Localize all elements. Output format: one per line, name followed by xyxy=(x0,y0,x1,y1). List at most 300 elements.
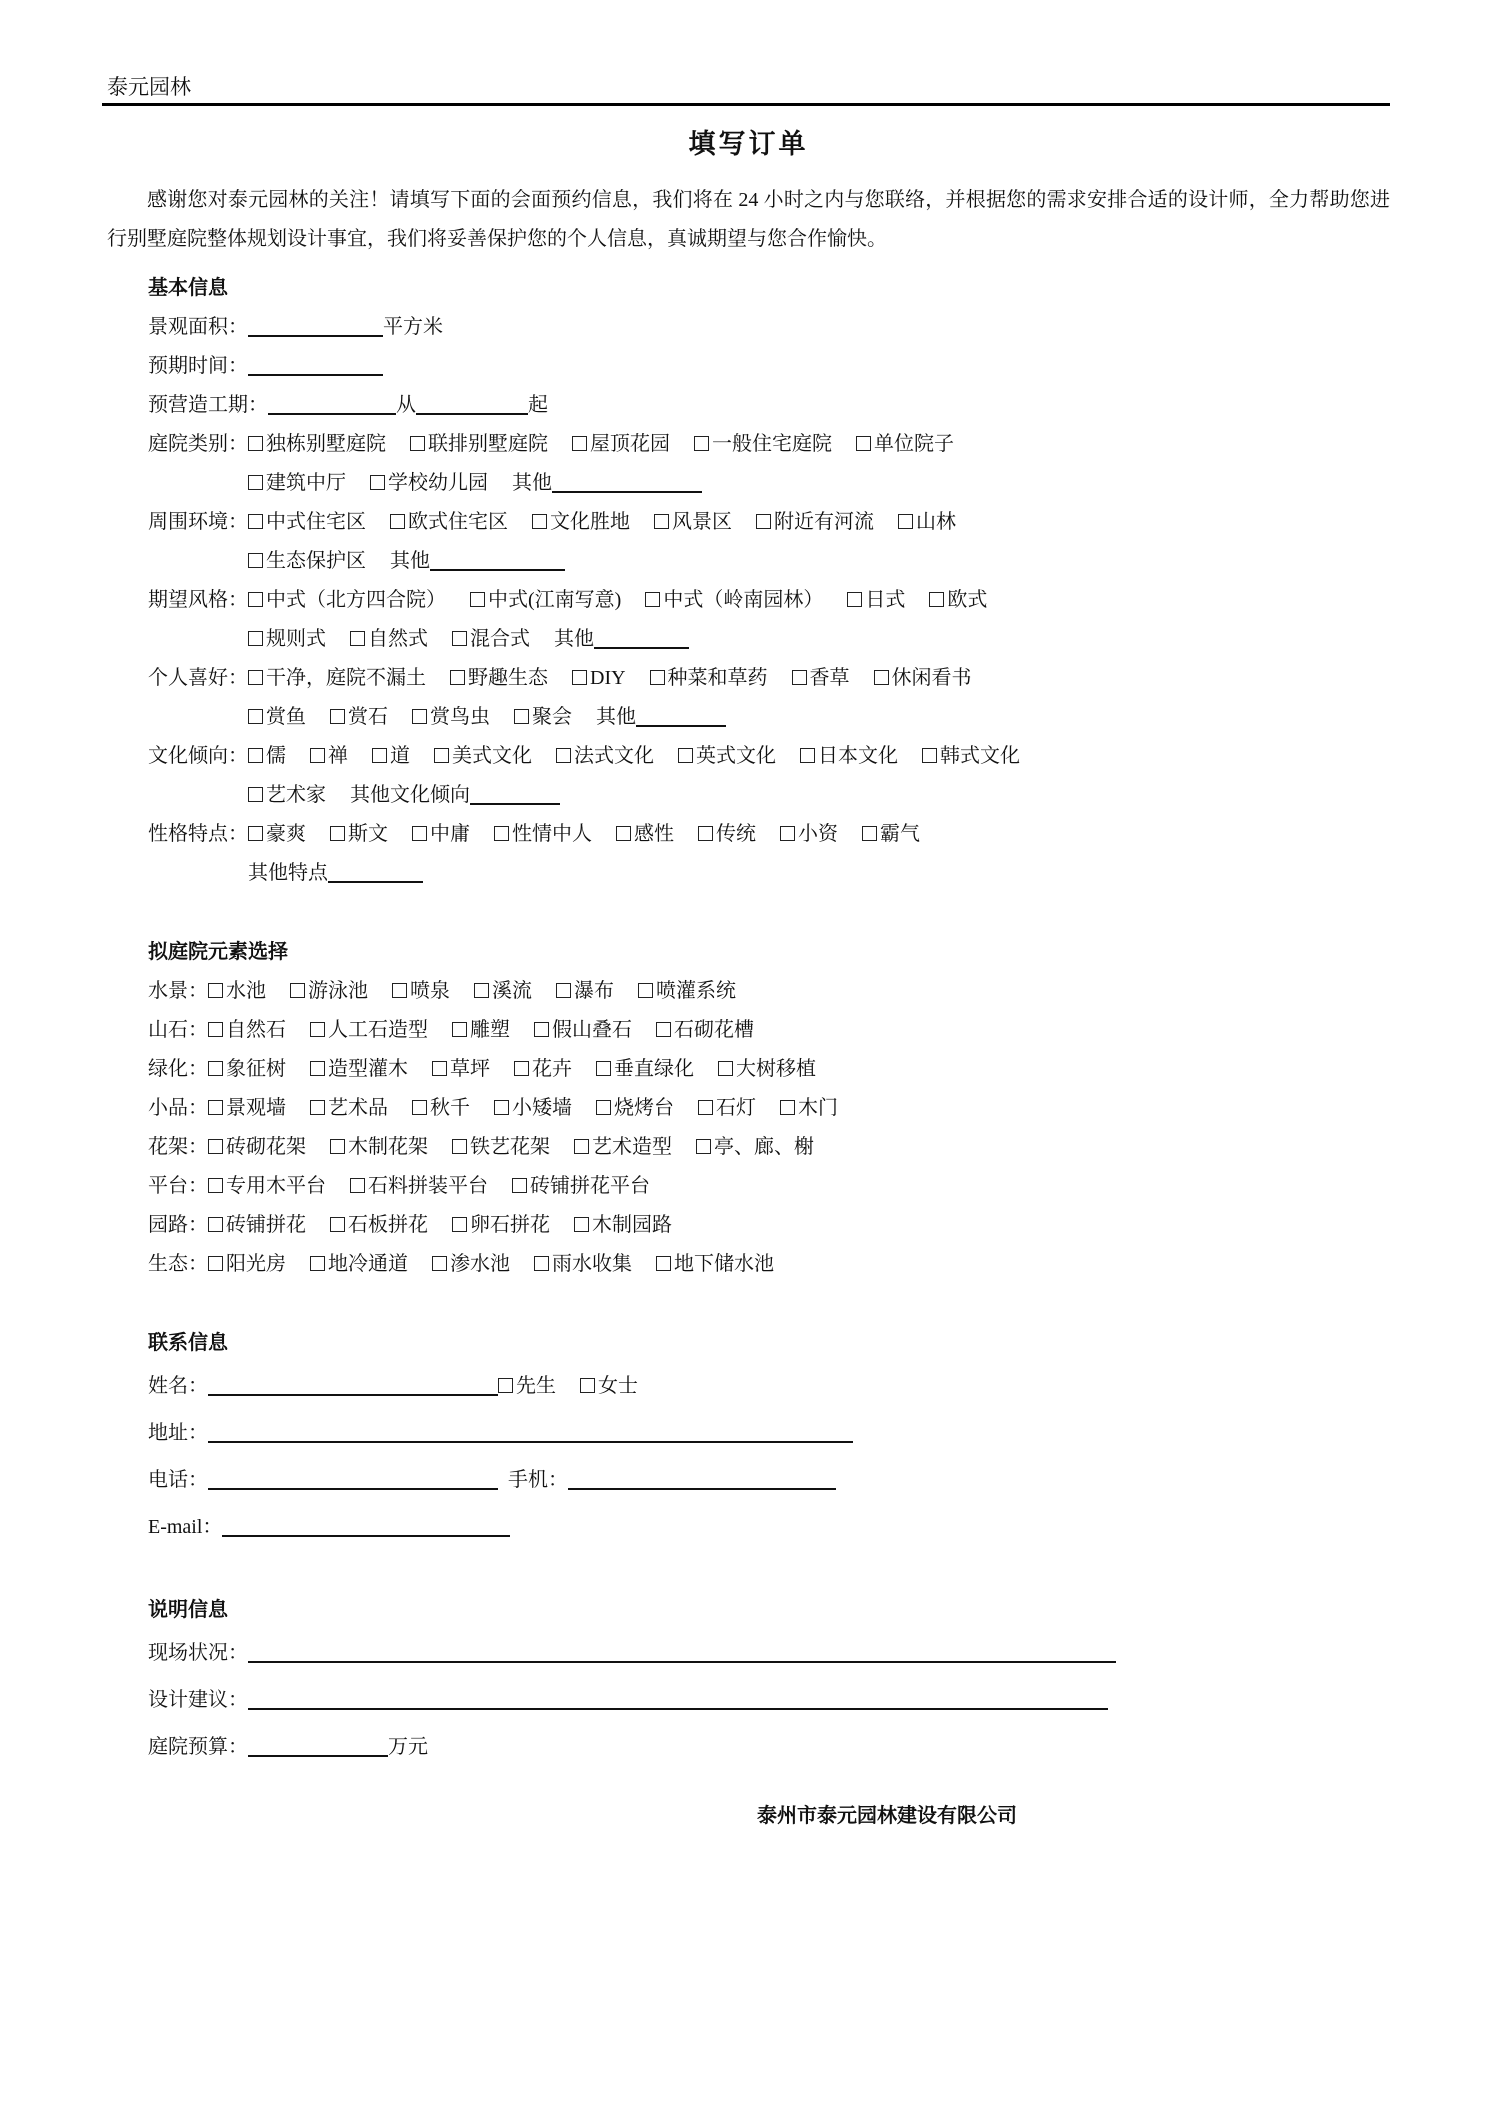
checkbox-option[interactable] xyxy=(248,815,306,854)
row-content xyxy=(248,1630,1390,1677)
checkbox-option[interactable] xyxy=(847,581,905,620)
checkbox-option[interactable] xyxy=(512,1167,650,1206)
checkbox-icon[interactable] xyxy=(370,475,385,490)
checkbox-icon[interactable] xyxy=(780,1100,795,1115)
row-content xyxy=(208,1410,1390,1457)
checkbox-label: 瀑布 xyxy=(574,980,614,1002)
checkbox-icon[interactable] xyxy=(696,1139,711,1154)
section-title-contact-info: 联系信息 xyxy=(148,1332,228,1354)
row-content xyxy=(208,1011,1390,1050)
blank-field[interactable] xyxy=(248,1694,1108,1710)
checkbox-option[interactable] xyxy=(412,1089,470,1128)
checkbox-label: 先生 xyxy=(516,1375,556,1397)
checkbox-label: 赏鱼 xyxy=(266,706,306,728)
checkbox-label: 种菜和草药 xyxy=(667,667,768,689)
checkbox-icon[interactable] xyxy=(208,1139,223,1154)
checkbox-icon[interactable] xyxy=(450,670,465,685)
checkbox-icon[interactable] xyxy=(452,631,467,646)
checkbox-option[interactable] xyxy=(656,1011,754,1050)
checkbox-option[interactable] xyxy=(929,581,987,620)
row-line xyxy=(248,425,1390,464)
checkbox-option[interactable] xyxy=(654,503,732,542)
checkbox-label: 渗水池 xyxy=(450,1253,510,1275)
checkbox-icon[interactable] xyxy=(350,1178,365,1193)
inline-text: 平方米 xyxy=(383,316,443,338)
checkbox-label: 中庸 xyxy=(430,823,470,845)
checkbox-label: 联排别墅庭院 xyxy=(428,433,548,455)
checkbox-icon[interactable] xyxy=(638,983,653,998)
checkbox-option[interactable] xyxy=(678,737,776,776)
checkbox-icon[interactable] xyxy=(656,1022,671,1037)
checkbox-option[interactable] xyxy=(698,1089,756,1128)
form-row xyxy=(148,1050,1390,1089)
checkbox-icon[interactable] xyxy=(248,553,263,568)
blank-field[interactable] xyxy=(594,633,689,649)
checkbox-option[interactable] xyxy=(248,776,326,815)
checkbox-option[interactable] xyxy=(452,1011,510,1050)
checkbox-icon[interactable] xyxy=(534,1022,549,1037)
page-title: 填写订单 xyxy=(688,129,809,159)
checkbox-icon[interactable] xyxy=(208,1217,223,1232)
checkbox-option[interactable] xyxy=(372,737,410,776)
checkbox-icon[interactable] xyxy=(780,826,795,841)
checkbox-icon[interactable] xyxy=(572,436,587,451)
checkbox-option[interactable] xyxy=(574,1206,672,1245)
checkbox-option[interactable] xyxy=(856,425,954,464)
checkbox-icon[interactable] xyxy=(512,1178,527,1193)
checkbox-icon[interactable] xyxy=(412,826,427,841)
checkbox-option[interactable] xyxy=(410,425,548,464)
checkbox-label: 石灯 xyxy=(716,1097,756,1119)
checkbox-label: 山林 xyxy=(916,511,956,533)
blank-field[interactable] xyxy=(222,1521,510,1537)
checkbox-label: 休闲看书 xyxy=(891,667,972,689)
checkbox-option[interactable] xyxy=(556,737,654,776)
checkbox-option[interactable] xyxy=(208,1089,286,1128)
row-line xyxy=(208,1457,1390,1504)
checkbox-option[interactable] xyxy=(645,581,823,620)
checkbox-option[interactable] xyxy=(248,503,366,542)
inline-text: 其他 xyxy=(554,628,594,650)
checkbox-option[interactable] xyxy=(452,620,530,659)
row-line xyxy=(248,542,1390,581)
checkbox-icon[interactable] xyxy=(248,670,263,685)
checkbox-option[interactable] xyxy=(330,815,388,854)
checkbox-icon[interactable] xyxy=(792,670,807,685)
checkbox-icon[interactable] xyxy=(410,436,425,451)
checkbox-icon[interactable] xyxy=(596,1061,611,1076)
checkbox-icon[interactable] xyxy=(922,748,937,763)
row-line xyxy=(248,308,1390,347)
checkbox-option[interactable] xyxy=(208,1011,286,1050)
checkbox-icon[interactable] xyxy=(412,709,427,724)
blank-field[interactable] xyxy=(328,867,423,883)
blank-field[interactable] xyxy=(416,399,528,415)
blank-field[interactable] xyxy=(430,555,565,571)
checkbox-icon[interactable] xyxy=(654,514,669,529)
checkbox-icon[interactable] xyxy=(208,983,223,998)
row-content xyxy=(268,386,1390,425)
checkbox-option[interactable] xyxy=(248,581,446,620)
checkbox-option[interactable] xyxy=(450,659,548,698)
checkbox-icon[interactable] xyxy=(248,631,263,646)
row-line xyxy=(248,776,1390,815)
inline-text: 其他文化倾向 xyxy=(350,784,470,806)
checkbox-option[interactable] xyxy=(248,737,286,776)
row-content xyxy=(208,1167,1390,1206)
checkbox-option[interactable] xyxy=(698,815,756,854)
checkbox-option[interactable] xyxy=(370,464,488,503)
row-label: 平台： xyxy=(148,1175,208,1197)
row-content xyxy=(248,581,1390,659)
checkbox-icon[interactable] xyxy=(596,1100,611,1115)
checkbox-option[interactable] xyxy=(780,815,838,854)
checkbox-option[interactable] xyxy=(874,659,972,698)
row-line xyxy=(248,620,1390,659)
row-content xyxy=(208,1457,1390,1504)
checkbox-option[interactable] xyxy=(792,659,850,698)
form-row xyxy=(148,308,1390,347)
checkbox-label: 石板拼花 xyxy=(348,1214,428,1236)
row-label: 水景： xyxy=(148,980,208,1002)
checkbox-option[interactable] xyxy=(756,503,874,542)
row-content xyxy=(208,1050,1390,1089)
checkbox-label: 石料拼装平台 xyxy=(368,1175,488,1197)
form-row xyxy=(148,1724,1390,1771)
checkbox-icon[interactable] xyxy=(248,748,263,763)
checkbox-option[interactable] xyxy=(330,1128,428,1167)
checkbox-option[interactable] xyxy=(434,737,532,776)
checkbox-option[interactable] xyxy=(310,737,348,776)
checkbox-icon[interactable] xyxy=(310,1022,325,1037)
checkbox-icon[interactable] xyxy=(310,1256,325,1271)
checkbox-option[interactable] xyxy=(330,698,388,737)
checkbox-option[interactable] xyxy=(514,1050,572,1089)
row-line xyxy=(222,1504,1390,1551)
checkbox-label: 独栋别墅庭院 xyxy=(266,433,386,455)
checkbox-option[interactable] xyxy=(470,581,621,620)
checkbox-icon[interactable] xyxy=(698,826,713,841)
checkbox-option[interactable] xyxy=(494,1089,572,1128)
row-label: 小品： xyxy=(148,1097,208,1119)
blank-field[interactable] xyxy=(248,360,383,376)
checkbox-option[interactable] xyxy=(310,1011,428,1050)
checkbox-label: 木门 xyxy=(798,1097,838,1119)
checkbox-option[interactable] xyxy=(596,1050,694,1089)
checkbox-option[interactable] xyxy=(532,503,630,542)
blank-field[interactable] xyxy=(208,1427,853,1443)
checkbox-icon[interactable] xyxy=(800,748,815,763)
row-label: 山石： xyxy=(148,1019,208,1041)
section-title-notes-info: 说明信息 xyxy=(148,1599,228,1621)
checkbox-icon[interactable] xyxy=(310,1061,325,1076)
checkbox-option[interactable] xyxy=(656,1245,774,1284)
checkbox-option[interactable] xyxy=(390,503,508,542)
checkbox-icon[interactable] xyxy=(248,514,263,529)
checkbox-option[interactable] xyxy=(350,1167,488,1206)
checkbox-icon[interactable] xyxy=(698,1100,713,1115)
checkbox-label: 游泳池 xyxy=(308,980,368,1002)
checkbox-icon[interactable] xyxy=(645,592,660,607)
row-line xyxy=(208,1167,1390,1206)
checkbox-option[interactable] xyxy=(616,815,674,854)
checkbox-option[interactable] xyxy=(350,620,428,659)
checkbox-icon[interactable] xyxy=(248,787,263,802)
checkbox-option[interactable] xyxy=(290,972,368,1011)
checkbox-option[interactable] xyxy=(572,659,626,698)
checkbox-icon[interactable] xyxy=(514,1061,529,1076)
blank-field[interactable] xyxy=(248,1647,1116,1663)
checkbox-label: 斯文 xyxy=(348,823,388,845)
blank-field[interactable] xyxy=(268,399,396,415)
checkbox-icon[interactable] xyxy=(572,670,587,685)
checkbox-label: 中式住宅区 xyxy=(266,511,366,533)
checkbox-label: 建筑中厅 xyxy=(266,472,346,494)
blank-field[interactable] xyxy=(470,789,560,805)
row-line xyxy=(208,1206,1390,1245)
checkbox-icon[interactable] xyxy=(532,514,547,529)
checkbox-icon[interactable] xyxy=(650,670,665,685)
checkbox-option[interactable] xyxy=(452,1206,550,1245)
inline-text: 其他 xyxy=(596,706,636,728)
form-row xyxy=(148,1167,1390,1206)
checkbox-icon[interactable] xyxy=(208,1178,223,1193)
checkbox-option[interactable] xyxy=(650,659,768,698)
checkbox-label: 女士 xyxy=(598,1375,638,1397)
checkbox-icon[interactable] xyxy=(929,592,944,607)
checkbox-option[interactable] xyxy=(412,698,490,737)
checkbox-option[interactable] xyxy=(248,464,346,503)
checkbox-option[interactable] xyxy=(412,815,470,854)
row-label: 设计建议： xyxy=(148,1689,248,1711)
checkbox-icon[interactable] xyxy=(556,983,571,998)
checkbox-option[interactable] xyxy=(432,1245,510,1284)
row-label: 庭院预算： xyxy=(148,1736,248,1758)
form-row xyxy=(148,1011,1390,1050)
row-line xyxy=(208,1245,1390,1284)
blank-field[interactable] xyxy=(248,1741,388,1757)
checkbox-icon[interactable] xyxy=(452,1217,467,1232)
row-label: 园路： xyxy=(148,1214,208,1236)
checkbox-icon[interactable] xyxy=(208,1061,223,1076)
checkbox-icon[interactable] xyxy=(432,1256,447,1271)
checkbox-icon[interactable] xyxy=(656,1256,671,1271)
checkbox-icon[interactable] xyxy=(350,631,365,646)
form-row xyxy=(148,972,1390,1011)
checkbox-option[interactable] xyxy=(534,1245,632,1284)
row-line xyxy=(248,1677,1390,1724)
checkbox-icon[interactable] xyxy=(470,592,485,607)
section-basic-info xyxy=(107,269,1390,893)
checkbox-icon[interactable] xyxy=(856,436,871,451)
checkbox-label: 假山叠石 xyxy=(552,1019,632,1041)
checkbox-label: 野趣生态 xyxy=(468,667,548,689)
checkbox-label: 生态保护区 xyxy=(266,550,366,572)
checkbox-label: 卵石拼花 xyxy=(470,1214,550,1236)
checkbox-icon[interactable] xyxy=(208,1256,223,1271)
checkbox-icon[interactable] xyxy=(498,1378,513,1393)
checkbox-icon[interactable] xyxy=(452,1022,467,1037)
checkbox-option[interactable] xyxy=(574,1128,672,1167)
checkbox-icon[interactable] xyxy=(847,592,862,607)
checkbox-option[interactable] xyxy=(208,972,266,1011)
checkbox-label: 霸气 xyxy=(880,823,920,845)
checkbox-icon[interactable] xyxy=(574,1139,589,1154)
checkbox-option[interactable] xyxy=(694,425,832,464)
form-row xyxy=(148,1245,1390,1284)
checkbox-icon[interactable] xyxy=(432,1061,447,1076)
checkbox-icon[interactable] xyxy=(756,514,771,529)
checkbox-label: 传统 xyxy=(716,823,756,845)
checkbox-option[interactable] xyxy=(638,972,736,1011)
checkbox-label: 混合式 xyxy=(470,628,530,650)
checkbox-label: 中式（岭南园林） xyxy=(663,589,824,611)
checkbox-label: DIY xyxy=(590,667,626,689)
checkbox-option[interactable] xyxy=(248,425,386,464)
checkbox-icon[interactable] xyxy=(694,436,709,451)
checkbox-icon[interactable] xyxy=(412,1100,427,1115)
checkbox-icon[interactable] xyxy=(434,748,449,763)
checkbox-icon[interactable] xyxy=(310,1100,325,1115)
checkbox-option[interactable] xyxy=(718,1050,816,1089)
checkbox-icon[interactable] xyxy=(898,514,913,529)
checkbox-option[interactable] xyxy=(514,698,572,737)
row-content xyxy=(248,815,1390,893)
checkbox-option[interactable] xyxy=(800,737,898,776)
form-row xyxy=(148,1457,1390,1504)
checkbox-option[interactable] xyxy=(862,815,920,854)
checkbox-icon[interactable] xyxy=(372,748,387,763)
inline-text: 手机： xyxy=(498,1469,568,1491)
blank-field[interactable] xyxy=(208,1380,498,1396)
section-garden-elements xyxy=(107,933,1390,1284)
checkbox-option[interactable] xyxy=(208,1206,306,1245)
checkbox-option[interactable] xyxy=(330,1206,428,1245)
checkbox-option[interactable] xyxy=(474,972,532,1011)
checkbox-icon[interactable] xyxy=(330,709,345,724)
checkbox-icon[interactable] xyxy=(248,709,263,724)
checkbox-option[interactable] xyxy=(248,542,366,581)
checkbox-icon[interactable] xyxy=(678,748,693,763)
checkbox-icon[interactable] xyxy=(330,826,345,841)
checkbox-icon[interactable] xyxy=(208,1022,223,1037)
header-rule xyxy=(102,103,1390,106)
row-label: E-mail： xyxy=(148,1516,223,1538)
section-notes-info xyxy=(107,1591,1390,1771)
checkbox-option[interactable] xyxy=(392,972,450,1011)
checkbox-icon[interactable] xyxy=(248,826,263,841)
row-line xyxy=(268,386,1390,425)
checkbox-icon[interactable] xyxy=(248,436,263,451)
inline-text: 从 xyxy=(396,394,416,416)
checkbox-icon[interactable] xyxy=(494,826,509,841)
checkbox-option[interactable] xyxy=(922,737,1020,776)
checkbox-icon[interactable] xyxy=(248,592,263,607)
checkbox-icon[interactable] xyxy=(390,514,405,529)
checkbox-icon[interactable] xyxy=(862,826,877,841)
checkbox-icon[interactable] xyxy=(874,670,889,685)
checkbox-option[interactable] xyxy=(208,1167,326,1206)
checkbox-option[interactable] xyxy=(898,503,956,542)
footer-company: 泰州市泰元园林建设有限公司 xyxy=(757,1805,1017,1827)
checkbox-icon[interactable] xyxy=(616,826,631,841)
row-line xyxy=(248,698,1390,737)
checkbox-icon[interactable] xyxy=(514,709,529,724)
checkbox-icon[interactable] xyxy=(310,748,325,763)
blank-field[interactable] xyxy=(208,1474,498,1490)
checkbox-icon[interactable] xyxy=(330,1217,345,1232)
checkbox-label: 大树移植 xyxy=(736,1058,816,1080)
checkbox-icon[interactable] xyxy=(494,1100,509,1115)
checkbox-label: 一般住宅庭院 xyxy=(712,433,832,455)
checkbox-option[interactable] xyxy=(696,1128,814,1167)
checkbox-icon[interactable] xyxy=(208,1100,223,1115)
checkbox-icon[interactable] xyxy=(248,475,263,490)
checkbox-option[interactable] xyxy=(494,815,592,854)
checkbox-option[interactable] xyxy=(208,1245,286,1284)
row-line xyxy=(248,581,1390,620)
checkbox-option[interactable] xyxy=(310,1089,388,1128)
checkbox-option[interactable] xyxy=(248,620,326,659)
checkbox-icon[interactable] xyxy=(474,983,489,998)
checkbox-option[interactable] xyxy=(432,1050,490,1089)
checkbox-label: 砖铺拼花平台 xyxy=(530,1175,650,1197)
checkbox-option[interactable] xyxy=(248,659,426,698)
checkbox-option[interactable] xyxy=(498,1363,556,1410)
checkbox-icon[interactable] xyxy=(718,1061,733,1076)
blank-field[interactable] xyxy=(636,711,726,727)
checkbox-icon[interactable] xyxy=(392,983,407,998)
checkbox-label: 地下储水池 xyxy=(674,1253,774,1275)
form-row xyxy=(148,386,1390,425)
row-content xyxy=(248,308,1390,347)
checkbox-option[interactable] xyxy=(572,425,670,464)
checkbox-icon[interactable] xyxy=(452,1139,467,1154)
checkbox-label: 法式文化 xyxy=(574,745,654,767)
checkbox-option[interactable] xyxy=(248,698,306,737)
checkbox-icon[interactable] xyxy=(556,748,571,763)
checkbox-icon[interactable] xyxy=(580,1378,595,1393)
checkbox-option[interactable] xyxy=(780,1089,838,1128)
row-line xyxy=(208,1089,1390,1128)
blank-field[interactable] xyxy=(552,477,702,493)
checkbox-icon[interactable] xyxy=(290,983,305,998)
blank-field[interactable] xyxy=(248,321,383,337)
checkbox-option[interactable] xyxy=(534,1011,632,1050)
checkbox-label: 屋顶花园 xyxy=(590,433,670,455)
checkbox-option[interactable] xyxy=(208,1050,286,1089)
blank-field[interactable] xyxy=(568,1474,836,1490)
checkbox-option[interactable] xyxy=(310,1050,408,1089)
checkbox-option[interactable] xyxy=(556,972,614,1011)
row-label: 生态： xyxy=(148,1253,208,1275)
checkbox-icon[interactable] xyxy=(574,1217,589,1232)
checkbox-option[interactable] xyxy=(580,1363,638,1410)
checkbox-label: 烧烤台 xyxy=(614,1097,674,1119)
checkbox-label: 自然式 xyxy=(368,628,428,650)
row-content xyxy=(208,1089,1390,1128)
row-line xyxy=(248,737,1390,776)
checkbox-option[interactable] xyxy=(596,1089,674,1128)
form-row xyxy=(148,815,1390,893)
checkbox-icon[interactable] xyxy=(330,1139,345,1154)
checkbox-label: 喷灌系统 xyxy=(656,980,736,1002)
checkbox-label: 草坪 xyxy=(450,1058,490,1080)
checkbox-option[interactable] xyxy=(452,1128,550,1167)
checkbox-icon[interactable] xyxy=(534,1256,549,1271)
checkbox-option[interactable] xyxy=(310,1245,408,1284)
checkbox-option[interactable] xyxy=(208,1128,306,1167)
